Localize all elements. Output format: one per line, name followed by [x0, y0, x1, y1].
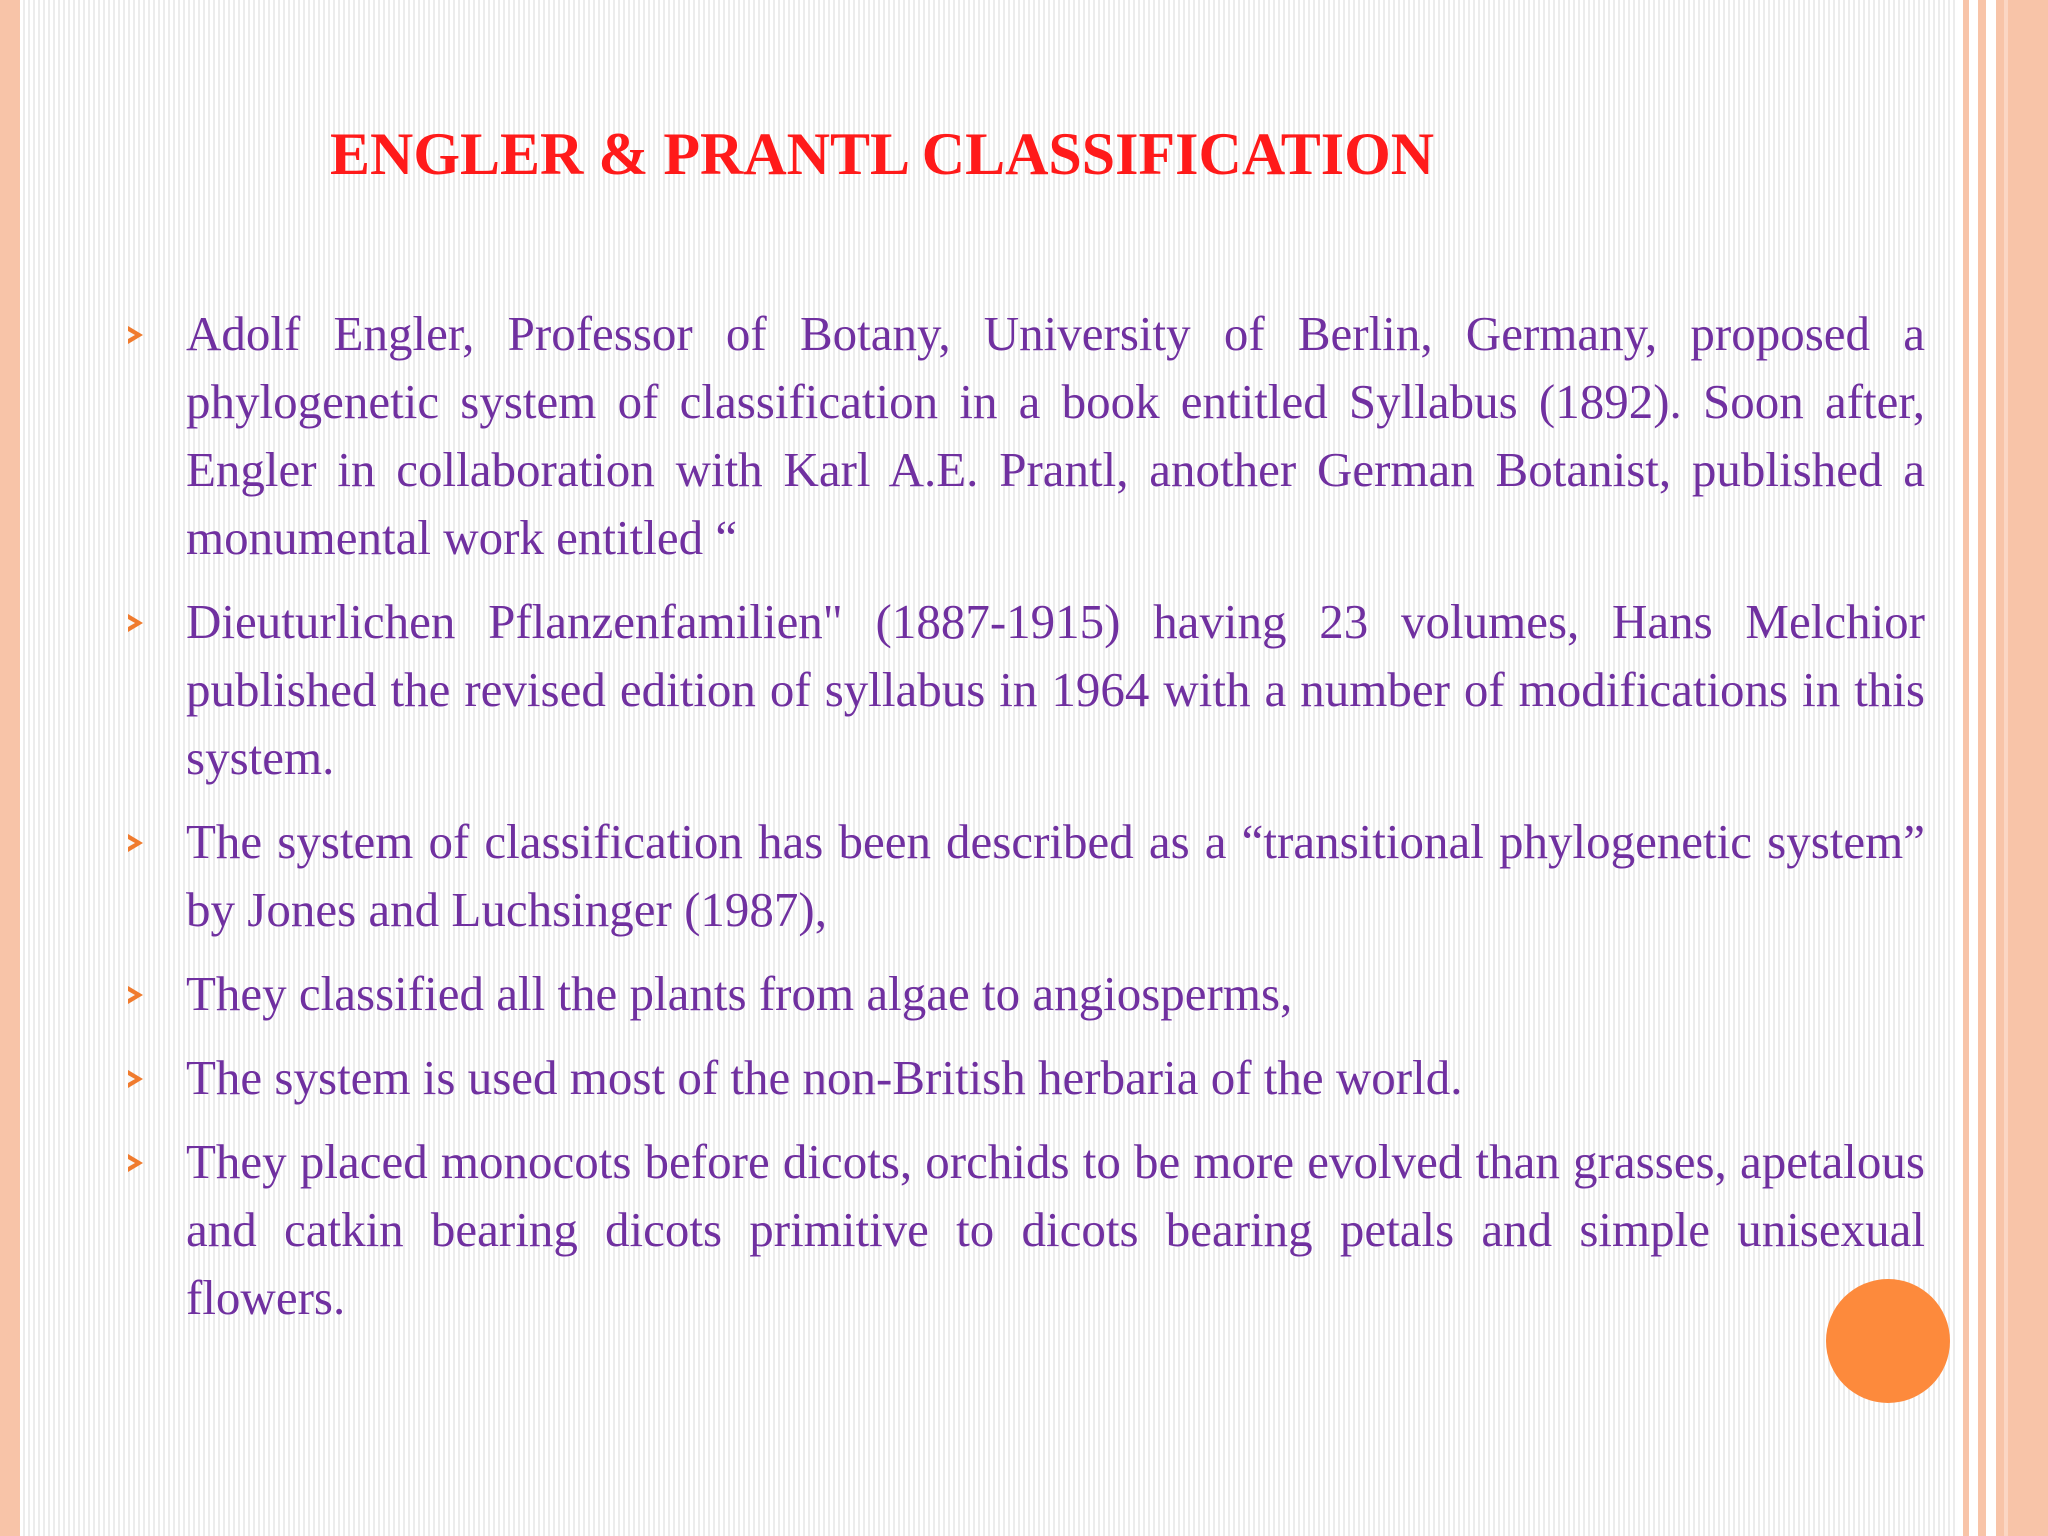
bullet-item — [120, 808, 1925, 944]
bullet-item — [120, 588, 1925, 792]
bullet-text: Adolf Engler, Professor of Botany, University of Berlin, Germany, proposed a phylogenetic system of classification in a book entitled Syllabus (1892). Soon after, Engler in collaboration with Karl A.E. Prantl, another German Botanist, published a monumental work entitled “ — [186, 306, 1925, 565]
right-border-stripe — [2004, 0, 2008, 1536]
bullet-text: Dieuturlichen Pflanzenfamilien" (1887-1915) having 23 volumes, Hans Melchior published the revised edition of syllabus in 1964 with a number of modifications in this system. — [186, 594, 1925, 785]
bullet-list — [120, 300, 1925, 1348]
arrowhead-bullet-icon — [128, 1070, 143, 1088]
arrowhead-bullet-icon — [128, 1154, 143, 1172]
left-border-stripe — [0, 0, 20, 1536]
decorative-orange-circle — [1826, 1279, 1950, 1403]
bullet-text: They classified all the plants from algae to angiosperms, — [186, 966, 1293, 1021]
bullet-item — [120, 1044, 1925, 1112]
bullet-item — [120, 960, 1925, 1028]
slide-title: ENGLER & PRANTL CLASSIFICATION — [330, 121, 1435, 187]
bullet-item — [120, 300, 1925, 572]
right-border-stripe — [1963, 0, 1969, 1536]
arrowhead-bullet-icon — [128, 986, 143, 1004]
arrowhead-bullet-icon — [128, 326, 143, 344]
bullet-text: The system is used most of the non-British herbaria of the world. — [186, 1050, 1463, 1105]
bullet-item — [120, 1128, 1925, 1332]
bullet-text: They placed monocots before dicots, orchids to be more evolved than grasses, apetalous and catkin bearing dicots primitive to dicots bearing petals and simple unisexual flowers. — [186, 1134, 1925, 1325]
arrowhead-bullet-icon — [128, 834, 143, 852]
right-border-stripe — [1978, 0, 1986, 1536]
bullet-text: The system of classification has been described as a “transitional phylogenetic system” by Jones and Luchsinger (1987), — [186, 814, 1925, 937]
arrowhead-bullet-icon — [128, 614, 143, 632]
